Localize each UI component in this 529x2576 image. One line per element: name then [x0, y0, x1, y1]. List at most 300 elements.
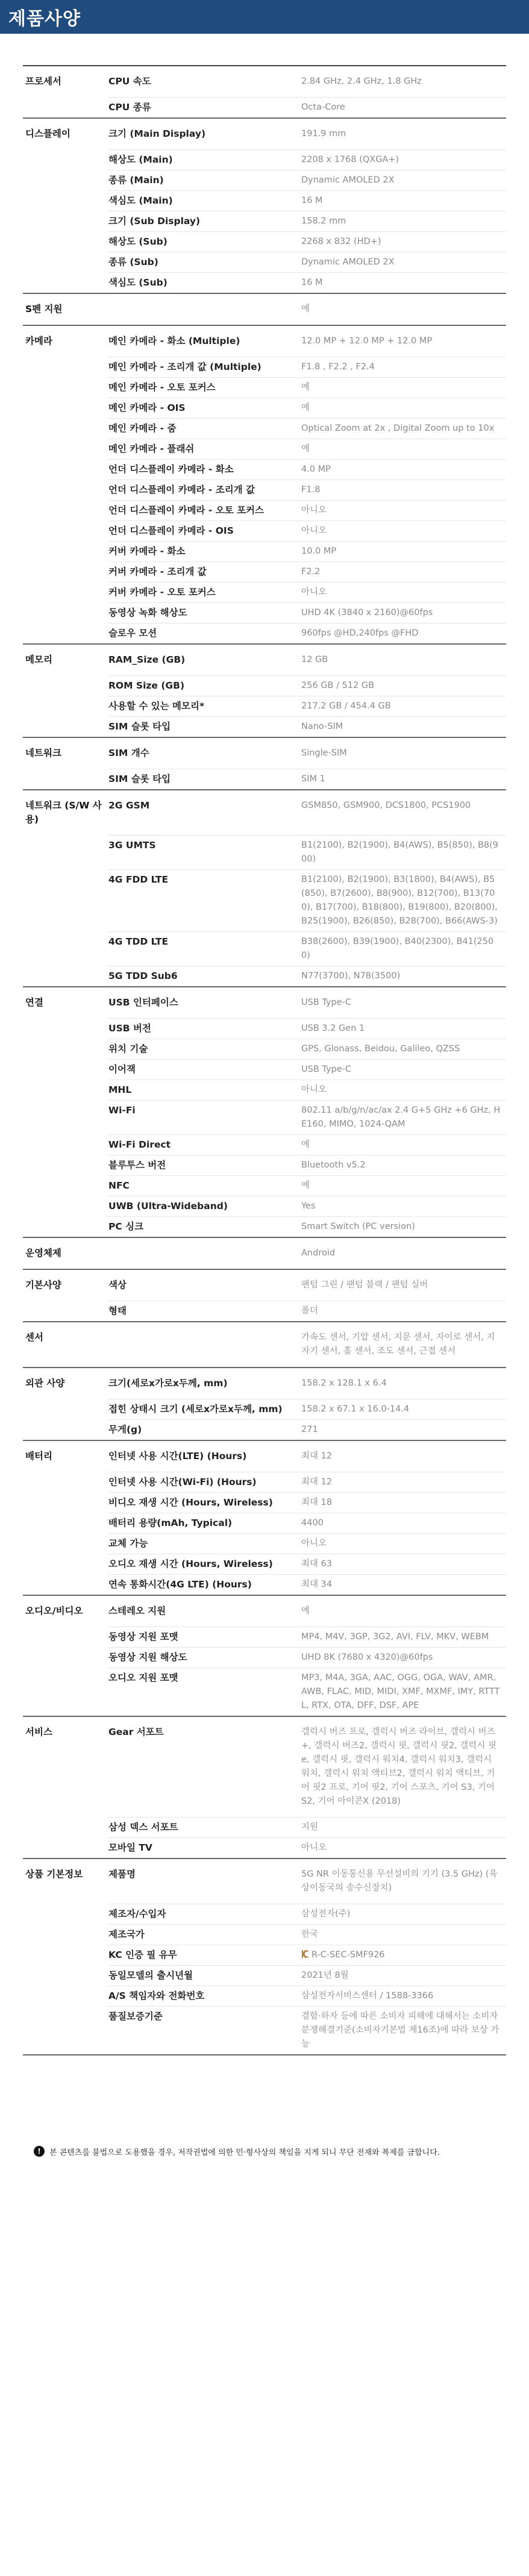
spec-row [23, 1492, 506, 1513]
spec-value: F1.8 , F2.2 , F2.4 [301, 357, 506, 378]
spec-value: UHD 4K (3840 x 2160)@60fps [301, 603, 506, 624]
spec-category [23, 521, 108, 542]
spec-label: USB 인터페이스 [108, 987, 301, 1019]
spec-label: SIM 개수 [108, 737, 301, 769]
spec-value: N77(3700), N78(3500) [301, 966, 506, 987]
spec-value: Dynamic AMOLED 2X [301, 170, 506, 191]
spec-row [23, 501, 506, 521]
spec-label: 언더 디스플레이 카메라 - 오토 포커스 [108, 501, 301, 521]
spec-row [23, 1924, 506, 1945]
spec-category [23, 1965, 108, 1986]
spec-row [23, 737, 506, 769]
spec-row [23, 1018, 506, 1039]
spec-label: SIM 슬롯 타입 [108, 769, 301, 790]
spec-row [23, 439, 506, 460]
spec-row [23, 769, 506, 790]
spec-row [23, 1419, 506, 1440]
spec-value: 4.0 MP [301, 460, 506, 480]
spec-row [23, 357, 506, 378]
spec-label: 언더 디스플레이 카메라 - 조리개 값 [108, 480, 301, 501]
spec-category [23, 1924, 108, 1945]
spec-label: 메인 카메라 - 화소 (Multiple) [108, 325, 301, 357]
spec-value: 예 [301, 378, 506, 398]
spec-row [23, 480, 506, 501]
warning-icon: ! [34, 2146, 45, 2157]
spec-row [23, 1399, 506, 1419]
spec-category: 외관 사양 [23, 1368, 108, 1399]
spec-value: 256 GB / 512 GB [301, 676, 506, 696]
spec-category [23, 1039, 108, 1059]
spec-category [23, 1986, 108, 2006]
spec-label: UWB (Ultra-Wideband) [108, 1196, 301, 1216]
spec-row [23, 1513, 506, 1533]
spec-value: 271 [301, 1419, 506, 1440]
spec-label: Wi-Fi Direct [108, 1134, 301, 1155]
spec-label: 제조국가 [108, 1924, 301, 1945]
spec-label: 언더 디스플레이 카메라 - 화소 [108, 460, 301, 480]
spec-table [23, 65, 506, 2055]
spec-category [23, 1216, 108, 1237]
spec-label: MHL [108, 1080, 301, 1100]
spec-value: 최대 34 [301, 1574, 506, 1595]
spec-category [23, 378, 108, 398]
spec-label: 크기 (Main Display) [108, 118, 301, 150]
spec-label: 동영상 지원 해상도 [108, 1647, 301, 1668]
spec-category: 네트워크 [23, 737, 108, 769]
spec-value: 아니오 [301, 583, 506, 603]
spec-category [23, 1134, 108, 1155]
spec-category [23, 1668, 108, 1716]
spec-category [23, 562, 108, 583]
page-header [0, 0, 529, 34]
spec-category [23, 869, 108, 931]
spec-value: GPS, Glonass, Beidou, Galileo, QZSS [301, 1039, 506, 1059]
spec-row [23, 98, 506, 119]
spec-category [23, 480, 108, 501]
spec-row [23, 460, 506, 480]
spec-label: 종류 (Sub) [108, 252, 301, 273]
spec-category: 기본사양 [23, 1269, 108, 1301]
spec-category [23, 252, 108, 273]
spec-row [23, 1986, 506, 2006]
spec-category [23, 931, 108, 966]
spec-category [23, 1100, 108, 1134]
spec-value: 삼성전자서비스센터 / 1588-3366 [301, 1986, 506, 2006]
spec-category [23, 1817, 108, 1837]
spec-label: SIM 슬롯 타입 [108, 717, 301, 738]
spec-label: RAM_Size (GB) [108, 644, 301, 676]
spec-value: B1(2100), B2(1900), B4(AWS), B5(850), B8(900) [301, 835, 506, 869]
spec-label: 색심도 (Main) [108, 191, 301, 211]
spec-category [23, 357, 108, 378]
spec-row [23, 419, 506, 439]
spec-category [23, 2006, 108, 2055]
spec-value: Smart Switch (PC version) [301, 1216, 506, 1237]
spec-row [23, 398, 506, 419]
spec-label: 오디오 지원 포맷 [108, 1668, 301, 1716]
spec-category: S펜 지원 [23, 293, 108, 325]
spec-category: 네트워크 (S/W 사용) [23, 790, 108, 835]
spec-category [23, 1492, 108, 1513]
spec-label: 언더 디스플레이 카메라 - OIS [108, 521, 301, 542]
spec-row [23, 378, 506, 398]
spec-label: 형태 [108, 1301, 301, 1322]
spec-label: 접힌 상태시 크기 (세로x가로x두께, mm) [108, 1399, 301, 1419]
spec-category [23, 603, 108, 624]
spec-category [23, 1196, 108, 1216]
spec-row [23, 624, 506, 645]
spec-label: CPU 속도 [108, 66, 301, 98]
spec-row [23, 1472, 506, 1492]
spec-value: 4400 [301, 1513, 506, 1533]
spec-category: 상품 기본정보 [23, 1859, 108, 1904]
spec-label: 인터넷 사용 시간(Wi-Fi) (Hours) [108, 1472, 301, 1492]
spec-category [23, 583, 108, 603]
spec-row [23, 1322, 506, 1368]
spec-row [23, 118, 506, 150]
spec-value: Dynamic AMOLED 2X [301, 252, 506, 273]
spec-label: Wi-Fi [108, 1100, 301, 1134]
spec-row [23, 583, 506, 603]
spec-value: 예 [301, 398, 506, 419]
spec-label: 배터리 용량(mAh, Typical) [108, 1513, 301, 1533]
spec-value: 예 [301, 1595, 506, 1627]
spec-row [23, 273, 506, 294]
spec-label: 제조자/수입자 [108, 1904, 301, 1924]
spec-value: 아니오 [301, 501, 506, 521]
spec-category [23, 191, 108, 211]
spec-row [23, 966, 506, 987]
spec-row [23, 1196, 506, 1216]
spec-category [23, 624, 108, 645]
spec-value: 158.2 mm [301, 211, 506, 232]
spec-category: 운영체제 [23, 1237, 108, 1269]
spec-label: 메인 카메라 - 줌 [108, 419, 301, 439]
spec-row [23, 1837, 506, 1859]
spec-label: 종류 (Main) [108, 170, 301, 191]
spec-value: Android [301, 1237, 506, 1269]
spec-row [23, 232, 506, 252]
spec-label: 5G TDD Sub6 [108, 966, 301, 987]
spec-value: 158.2 x 67.1 x 16.0-14.4 [301, 1399, 506, 1419]
spec-row [23, 562, 506, 583]
spec-row [23, 1668, 506, 1716]
spec-label: 블루투스 버전 [108, 1155, 301, 1175]
spec-value: 2021년 8월 [301, 1965, 506, 1986]
spec-label: Gear 서포트 [108, 1716, 301, 1818]
spec-row [23, 1904, 506, 1924]
spec-category [23, 98, 108, 119]
spec-value: 예 [301, 1175, 506, 1196]
spec-label: 오디오 재생 시간 (Hours, Wireless) [108, 1554, 301, 1574]
spec-label: CPU 종류 [108, 98, 301, 119]
spec-label: 크기 (Sub Display) [108, 211, 301, 232]
spec-label: 크기(세로x가로x두께, mm) [108, 1368, 301, 1399]
spec-label: 동영상 녹화 해상도 [108, 603, 301, 624]
spec-category [23, 835, 108, 869]
spec-label: 제품명 [108, 1859, 301, 1904]
spec-category [23, 1904, 108, 1924]
spec-row [23, 987, 506, 1019]
spec-category: 연결 [23, 987, 108, 1019]
spec-category: 메모리 [23, 644, 108, 676]
spec-label: 위치 기술 [108, 1039, 301, 1059]
spec-category: 오디오/비디오 [23, 1595, 108, 1627]
spec-value: 10.0 MP [301, 542, 506, 562]
page-title: 제품사양 [8, 8, 81, 30]
spec-category [23, 696, 108, 717]
spec-value: 예 [301, 293, 506, 325]
spec-label: 메인 카메라 - 조리개 값 (Multiple) [108, 357, 301, 378]
spec-row [23, 325, 506, 357]
spec-row [23, 1134, 506, 1155]
spec-label: 스테레오 지원 [108, 1595, 301, 1627]
spec-value: 아니오 [301, 521, 506, 542]
spec-label: KC 인증 필 유무 [108, 1945, 301, 1965]
spec-category [23, 1059, 108, 1080]
spec-category [23, 398, 108, 419]
spec-label: 2G GSM [108, 790, 301, 835]
spec-value: B38(2600), B39(1900), B40(2300), B41(2500) [301, 931, 506, 966]
spec-row [23, 1175, 506, 1196]
spec-label: 연속 통화시간(4G LTE) (Hours) [108, 1574, 301, 1595]
spec-label: 인터넷 사용 시간(LTE) (Hours) [108, 1440, 301, 1472]
spec-value: 12 GB [301, 644, 506, 676]
spec-value: UHD 8K (7680 x 4320)@60fps [301, 1647, 506, 1668]
spec-label: A/S 책임자와 전화번호 [108, 1986, 301, 2006]
spec-label: 커버 카메라 - 조리개 값 [108, 562, 301, 583]
spec-value: 아니오 [301, 1837, 506, 1859]
spec-row [23, 1859, 506, 1904]
spec-value: Yes [301, 1196, 506, 1216]
spec-row [23, 931, 506, 966]
spec-label [108, 1322, 301, 1368]
spec-value: 예 [301, 439, 506, 460]
spec-row [23, 717, 506, 738]
spec-row [23, 1533, 506, 1554]
spec-row [23, 835, 506, 869]
spec-category [23, 1574, 108, 1595]
spec-category [23, 439, 108, 460]
spec-category: 서비스 [23, 1716, 108, 1818]
spec-row [23, 521, 506, 542]
spec-value: 최대 18 [301, 1492, 506, 1513]
spec-category [23, 1513, 108, 1533]
spec-category [23, 717, 108, 738]
kc-certification-icon [301, 1949, 309, 1959]
spec-category [23, 211, 108, 232]
spec-value: 2208 x 1768 (QXGA+) [301, 150, 506, 170]
spec-category [23, 501, 108, 521]
spec-category [23, 150, 108, 170]
spec-row [23, 150, 506, 170]
copyright-text: 본 콘텐츠를 불법으로 도용했을 경우, 저작권법에 의한 민·형사상의 책임을 지게 되니 무단 전재와 복제를 금합니다. [49, 2148, 440, 2157]
spec-row [23, 676, 506, 696]
spec-row [23, 696, 506, 717]
spec-row [23, 1059, 506, 1080]
spec-label: 동영상 지원 포맷 [108, 1627, 301, 1647]
spec-category [23, 769, 108, 790]
spec-value: 아니오 [301, 1080, 506, 1100]
spec-value: 최대 12 [301, 1440, 506, 1472]
spec-row [23, 1216, 506, 1237]
spec-label: PC 싱크 [108, 1216, 301, 1237]
spec-row [23, 293, 506, 325]
spec-row [23, 1155, 506, 1175]
kc-cert-number: R-C-SEC-SMF926 [311, 1949, 385, 1960]
spec-row [23, 1100, 506, 1134]
spec-value: 2268 x 832 (HD+) [301, 232, 506, 252]
spec-row [23, 644, 506, 676]
spec-row [23, 1080, 506, 1100]
spec-row [23, 1627, 506, 1647]
spec-label: 동일모델의 출시년월 [108, 1965, 301, 1986]
spec-row [23, 1368, 506, 1399]
spec-category [23, 460, 108, 480]
spec-label: 해상도 (Sub) [108, 232, 301, 252]
spec-label: 삼성 덱스 서포트 [108, 1817, 301, 1837]
spec-value: MP4, M4V, 3GP, 3G2, AVI, FLV, MKV, WEBM [301, 1627, 506, 1647]
spec-row [23, 542, 506, 562]
spec-value: 158.2 x 128.1 x 6.4 [301, 1368, 506, 1399]
spec-row [23, 1269, 506, 1301]
spec-category [23, 170, 108, 191]
spec-value: F1.8 [301, 480, 506, 501]
spec-value: F2.2 [301, 562, 506, 583]
spec-category [23, 1837, 108, 1859]
spec-category [23, 1175, 108, 1196]
spec-value: 한국 [301, 1924, 506, 1945]
spec-label: 무게(g) [108, 1419, 301, 1440]
spec-row [23, 1945, 506, 1965]
spec-value: USB 3.2 Gen 1 [301, 1018, 506, 1039]
spec-category [23, 1155, 108, 1175]
spec-row [23, 1965, 506, 1986]
spec-label: 메인 카메라 - 오토 포커스 [108, 378, 301, 398]
spec-row [23, 1554, 506, 1574]
spec-label: 색심도 (Sub) [108, 273, 301, 294]
spec-row [23, 191, 506, 211]
spec-value: 최대 63 [301, 1554, 506, 1574]
spec-label: NFC [108, 1175, 301, 1196]
spec-label: 4G FDD LTE [108, 869, 301, 931]
spec-value: Optical Zoom at 2x , Digital Zoom up to 10x [301, 419, 506, 439]
spec-label: 메인 카메라 - 플래쉬 [108, 439, 301, 460]
spec-value: 지원 [301, 1817, 506, 1837]
spec-value: GSM850, GSM900, DCS1800, PCS1900 [301, 790, 506, 835]
copyright-notice [23, 2146, 506, 2157]
spec-label: ROM Size (GB) [108, 676, 301, 696]
spec-row [23, 170, 506, 191]
spec-row [23, 1301, 506, 1322]
spec-category [23, 1647, 108, 1668]
spec-category [23, 966, 108, 987]
spec-value: Single-SIM [301, 737, 506, 769]
spec-row [23, 1574, 506, 1595]
spec-value: Bluetooth v5.2 [301, 1155, 506, 1175]
spec-label: USB 버전 [108, 1018, 301, 1039]
spec-label: 색상 [108, 1269, 301, 1301]
spec-value: B1(2100), B2(1900), B3(1800), B4(AWS), B5(850), B7(2600), B8(900), B12(700), B13(700), B17(700), B18(800), B19(800), B20(800), B25(1900), B26(850), B28(700), B66(AWS-3) [301, 869, 506, 931]
spec-category [23, 232, 108, 252]
spec-value: 191.9 mm [301, 118, 506, 150]
spec-row [23, 1237, 506, 1269]
spec-label [108, 1237, 301, 1269]
spec-table-body [23, 66, 506, 2055]
spec-label: 모바일 TV [108, 1837, 301, 1859]
spec-label: 커버 카메라 - 오토 포커스 [108, 583, 301, 603]
spec-category [23, 1472, 108, 1492]
spec-value: 삼성전자(주) [301, 1904, 506, 1924]
spec-row [23, 869, 506, 931]
spec-row [23, 1440, 506, 1472]
spec-label: 해상도 (Main) [108, 150, 301, 170]
spec-row [23, 2006, 506, 2055]
spec-value: 217.2 GB / 454.4 GB [301, 696, 506, 717]
spec-row [23, 66, 506, 98]
spec-category [23, 1018, 108, 1039]
spec-label: 사용할 수 있는 메모리* [108, 696, 301, 717]
spec-value: 갤럭시 버즈 프로, 갤럭시 버즈 라이브, 갤럭시 버즈+, 갤럭시 버즈2, 갤럭시 핏, 갤럭시 핏2, 갤럭시 핏 e, 갤럭시 핏, 갤럭시 워치4, 갤럭시 워치3, 갤럭시 워치, 갤럭시 워치 액티브2, 갤럭시 워치 액티브, 기어 핏2 프로, 기어 핏2, 기어 스포츠, 기어 S3, 기어 S2, 기어 아이콘X (2018) [301, 1716, 506, 1818]
spec-value: 최대 12 [301, 1472, 506, 1492]
spec-label: 4G TDD LTE [108, 931, 301, 966]
spec-row [23, 1817, 506, 1837]
spec-value: Octa-Core [301, 98, 506, 119]
spec-category [23, 273, 108, 294]
spec-category [23, 542, 108, 562]
spec-category [23, 1301, 108, 1322]
spec-value: 960fps @HD,240fps @FHD [301, 624, 506, 645]
spec-label: 3G UMTS [108, 835, 301, 869]
spec-value [301, 1945, 506, 1965]
spec-row [23, 603, 506, 624]
spec-label: 이어잭 [108, 1059, 301, 1080]
spec-value: 예 [301, 1134, 506, 1155]
spec-category: 카메라 [23, 325, 108, 357]
spec-row [23, 211, 506, 232]
spec-row [23, 1647, 506, 1668]
spec-category [23, 1533, 108, 1554]
spec-row [23, 252, 506, 273]
spec-category [23, 1627, 108, 1647]
spec-value: 802.11 a/b/g/n/ac/ax 2.4 G+5 GHz +6 GHz, HE160, MIMO, 1024-QAM [301, 1100, 506, 1134]
spec-value: USB Type-C [301, 987, 506, 1019]
spec-category [23, 676, 108, 696]
spec-value: 16 M [301, 273, 506, 294]
spec-row [23, 1039, 506, 1059]
spec-value: 가속도 센서, 기압 센서, 지문 센서, 자이로 센서, 지자기 센서, 홀 센서, 조도 센서, 근접 센서 [301, 1322, 506, 1368]
spec-category [23, 419, 108, 439]
spec-category: 센서 [23, 1322, 108, 1368]
spec-label: 커버 카메라 - 화소 [108, 542, 301, 562]
spec-value: 16 M [301, 191, 506, 211]
spec-value: Nano-SIM [301, 717, 506, 738]
spec-label: 품질보증기준 [108, 2006, 301, 2055]
spec-category: 프로세서 [23, 66, 108, 98]
spec-label: 비디오 재생 시간 (Hours, Wireless) [108, 1492, 301, 1513]
spec-value: 2.84 GHz, 2.4 GHz, 1.8 GHz [301, 66, 506, 98]
spec-label: 교체 가능 [108, 1533, 301, 1554]
spec-category [23, 1080, 108, 1100]
spec-table-container [0, 34, 529, 2157]
spec-row [23, 790, 506, 835]
spec-value: MP3, M4A, 3GA, AAC, OGG, OGA, WAV, AMR, AWB, FLAC, MID, MIDI, XMF, MXMF, IMY, RTTTL, RTX, OTA, DFF, DSF, APE [301, 1668, 506, 1716]
spec-category [23, 1945, 108, 1965]
spec-value: 5G NR 이동통신용 무선설비의 기기 (3.5 GHz) (육상이동국의 송수신장치) [301, 1859, 506, 1904]
spec-label [108, 293, 301, 325]
spec-value: 아니오 [301, 1533, 506, 1554]
spec-category: 배터리 [23, 1440, 108, 1472]
